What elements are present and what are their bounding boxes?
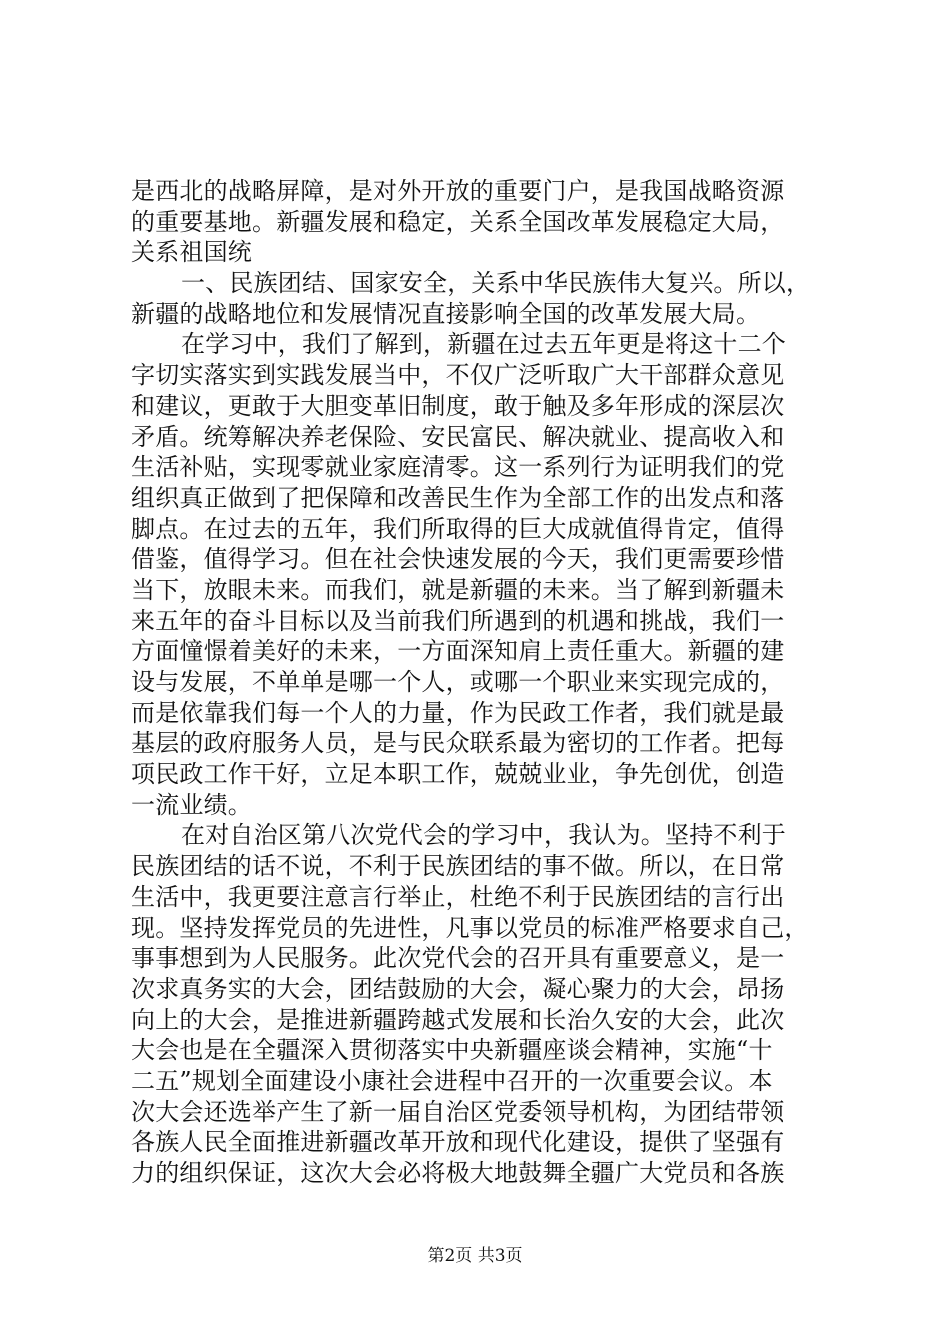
text-line: 关系祖国统: [131, 238, 252, 267]
page-footer: 第2页 共3页: [427, 1246, 523, 1266]
text-line: 矛盾。统筹解决养老保险、安民富民、解决就业、提高收入和: [131, 422, 785, 451]
text-line: 在对自治区第八次党代会的学习中，我认为。坚持不利于: [181, 821, 786, 850]
text-line: 是西北的战略屏障，是对外开放的重要门户，是我国战略资源: [131, 177, 785, 205]
text-line: 设与发展，不单单是哪一个人，或哪一个职业来实现完成的，: [131, 668, 785, 696]
document-body: [131, 176, 831, 1189]
text-line: 当下，放眼未来。而我们，就是新疆的未来。当了解到新疆未: [131, 575, 785, 604]
text-line: 事事想到为人民服务。此次党代会的召开具有重要意义，是一: [131, 944, 785, 973]
text-line: 字切实落实到实践发展当中，不仅广泛听取广大干部群众意见: [131, 361, 785, 390]
text-line: 民族团结的话不说，不利于民族团结的事不做。所以，在日常: [131, 852, 785, 881]
text-line: 借鉴，值得学习。但在社会快速发展的今天，我们更需要珍惜: [131, 545, 785, 574]
text-line: 生活补贴，实现零就业家庭清零。这一系列行为证明我们的党: [131, 453, 785, 482]
text-line: 的重要基地。新疆发展和稳定，关系全国改革发展稳定大局，: [131, 207, 785, 236]
text-line: 现。坚持发挥党员的先进性，凡事以党员的标准严格要求自己，: [131, 913, 809, 942]
text-line: 力的组织保证，这次大会必将极大地鼓舞全疆广大党员和各族: [131, 1159, 785, 1187]
text-line: 生活中，我更要注意言行举止，杜绝不利于民族团结的言行出: [131, 882, 785, 911]
text-line: 次大会还选举产生了新一届自治区党委领导机构，为团结带领: [131, 1097, 785, 1126]
text-line: 在学习中，我们了解到，新疆在过去五年更是将这十二个: [181, 330, 786, 359]
text-line: 而是依靠我们每一个人的力量，作为民政工作者，我们就是最: [131, 698, 785, 727]
text-line: 向上的大会，是推进新疆跨越式发展和长治久安的大会，此次: [131, 1005, 785, 1034]
text-line: 和建议，更敢于大胆变革旧制度，敢于触及多年形成的深层次: [131, 391, 785, 420]
text-line: 各族人民全面推进新疆改革开放和现代化建设，提供了坚强有: [131, 1128, 785, 1157]
text-line: 项民政工作干好，立足本职工作，兢兢业业，争先创优，创造: [131, 760, 785, 789]
text-line: 来五年的奋斗目标以及当前我们所遇到的机遇和挑战，我们一: [131, 606, 785, 635]
text-line: 一流业绩。: [131, 790, 252, 819]
text-line: 基层的政府服务人员，是与民众联系最为密切的工作者。把每: [131, 729, 785, 758]
text-line: 新疆的战略地位和发展情况直接影响全国的改革发展大局。: [131, 299, 761, 328]
text-line: 大会也是在全疆深入贯彻落实中央新疆座谈会精神，实施“十: [131, 1036, 773, 1065]
text-line: 组织真正做到了把保障和改善民生作为全部工作的出发点和落: [131, 483, 785, 512]
text-line: 次求真务实的大会，团结鼓励的大会，凝心聚力的大会，昂扬: [131, 974, 785, 1003]
text-line: 脚点。在过去的五年，我们所取得的巨大成就值得肯定，值得: [131, 514, 785, 543]
text-line: 二五”规划全面建设小康社会进程中召开的一次重要会议。本: [131, 1066, 773, 1095]
text-line: 一、民族团结、国家安全，关系中华民族伟大复兴。所以，: [181, 269, 811, 298]
text-line: 方面憧憬着美好的未来，一方面深知肩上责任重大。新疆的建: [131, 637, 785, 666]
